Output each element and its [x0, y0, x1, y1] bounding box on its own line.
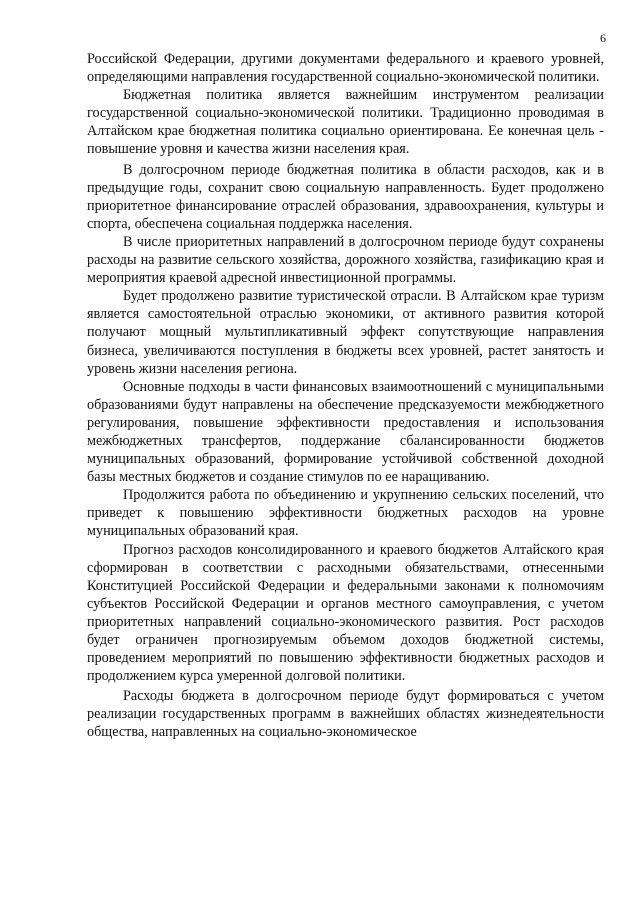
paragraph-continuation: Российской Федерации, другими документами федерального и краевого уровней, определяющими направления государственной социально-экономической политики.	[87, 51, 604, 86]
paragraph-tourism: Будет продолжено развитие туристической отрасли. В Алтайском крае туризм является самостоятельной отраслью экономики, от активного развития которой получают мощный мультипликативный эффект сопутствующие направления бизнеса, увеличиваются поступления в бюджеты всех уровней, растет занятость и уровень жизни населения региона.	[87, 288, 604, 377]
paragraph-priority-directions: В числе приоритетных направлений в долгосрочном периоде будут сохранены расходы на развитие сельского хозяйства, дорожного хозяйства, газификацию края и мероприятия краевой адресной инвестиционной программы.	[87, 233, 604, 287]
paragraph-settlements: Продолжится работа по объединению и укрупнению сельских поселений, что приведет к повышению эффективности бюджетных расходов на уровне муниципальных образований края.	[87, 487, 604, 540]
paragraph-forecast: Прогноз расходов консолидированного и краевого бюджетов Алтайского края сформирован в соответствии с расходными обязательствами, отнесенными Конституцией Российской Федерации и федеральными законами к полномочиям субъектов Российской Федерации и органов местного самоуправления, с учетом приоритетных направлений социально-экономического развития. Рост расходов будет ограничен прогнозируемым объемом доходов бюджетной системы, проведением мероприятий по повышению эффективности бюджетных расходов и продолжением курса умеренной долговой политики.	[87, 541, 604, 685]
paragraph-budget-policy: Бюджетная политика является важнейшим инструментом реализации государственной социально-экономической политики. Традиционно проводимая в Алтайском крае бюджетная политика социально ориентирована. Ее конечная цель - повышение уровня и качества жизни населения края.	[87, 87, 604, 158]
paragraph-municipal-relations: Основные подходы в части финансовых взаимоотношений с муниципальными образованиями будут направлены на обеспечение предсказуемости межбюджетного регулирования, повышение эффективности предоставления и использования межбюджетных трансфертов, поддержание сбалансированности бюджетов муниципальных образований, формирование устойчивой собственной доходной базы местных бюджетов и создание стимулов по ее наращиванию.	[87, 378, 604, 486]
paragraph-budget-expenses: Расходы бюджета в долгосрочном периоде будут формироваться с учетом реализации государственных программ в важнейших областях жизнедеятельности общества, направленных на социально-экономическое	[87, 688, 604, 741]
page-number: 6	[600, 31, 606, 45]
document-body	[87, 50, 604, 742]
paragraph-long-term-expenses: В долгосрочном периоде бюджетная политика в области расходов, как и в предыдущие годы, сохранит свою социальную направленность. Будет продолжено приоритетное финансирование отраслей образования, здравоохранения, культуры и спорта, обеспечена социальная поддержка населения.	[87, 161, 604, 232]
